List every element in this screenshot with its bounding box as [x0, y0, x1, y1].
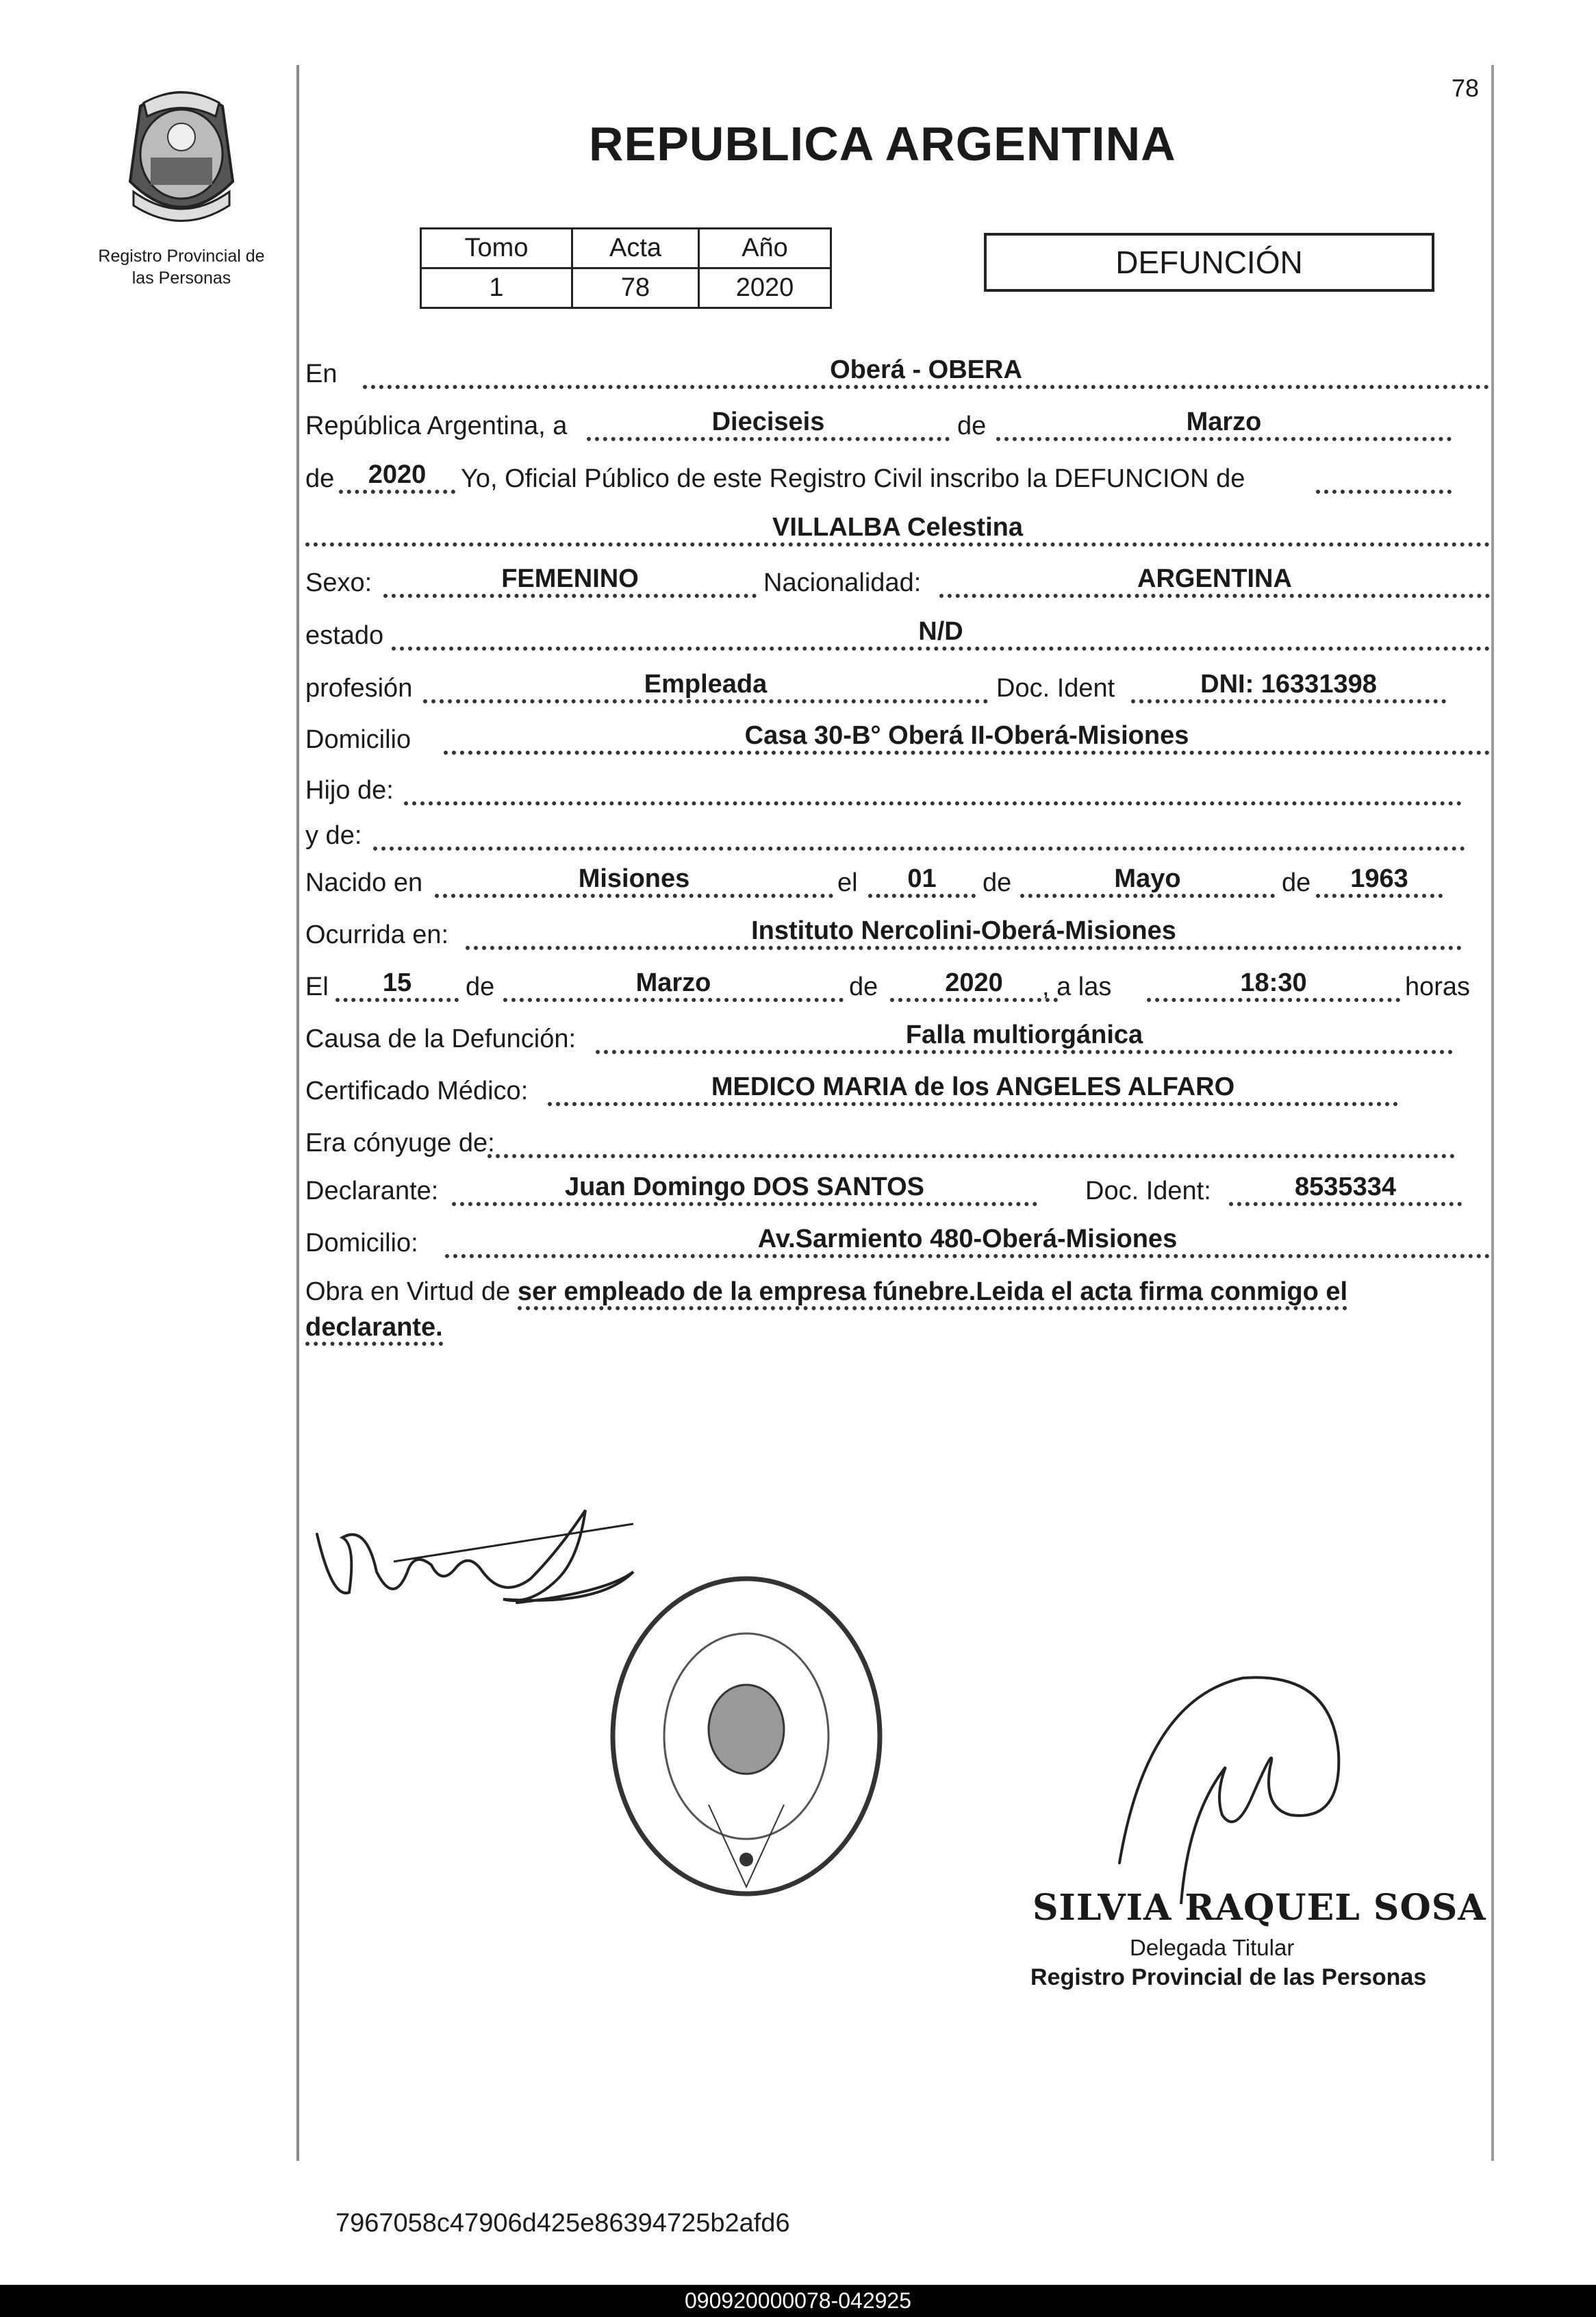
el-label: el	[837, 868, 858, 897]
obra-text-1: ser empleado de la empresa fúnebre.Leida el acta firma conmigo el	[518, 1277, 1347, 1310]
domicilio2-label: Domicilio:	[305, 1229, 418, 1257]
estado-field: N/D	[392, 618, 1490, 651]
de-label-2: de	[983, 868, 1012, 897]
acta-header: Acta	[572, 229, 699, 268]
month-field: Marzo	[996, 408, 1452, 441]
certificado-field: MEDICO MARIA de los ANGELES ALFARO	[548, 1073, 1398, 1106]
signatory-role: Delegada Titular	[1130, 1935, 1295, 1960]
ocurrida-field: Instituto Nercolini-Oberá-Misiones	[466, 917, 1462, 950]
de-label-3: de	[1282, 868, 1311, 897]
obra-paragraph	[305, 1274, 1490, 1345]
year-field: 2020	[339, 461, 455, 494]
causa-field: Falla multiorgánica	[596, 1021, 1453, 1054]
footer-code-bar: 090920000078-042925	[0, 2285, 1596, 2317]
nacido-lugar-field: Misiones	[435, 865, 833, 898]
signatory-institution: Registro Provincial de las Personas	[1030, 1964, 1427, 1990]
place-field: Oberá - OBERA	[363, 356, 1489, 389]
horas-label: horas	[1405, 973, 1471, 1001]
tomo-value: 1	[421, 268, 572, 308]
acta-value: 78	[572, 268, 699, 308]
conyuge-label: Era cónyuge de:	[305, 1129, 495, 1157]
nacido-mes-field: Mayo	[1020, 865, 1275, 898]
republica-label: República Argentina, a	[305, 412, 568, 440]
estado-label: estado	[305, 621, 384, 650]
nacionalidad-label: Nacionalidad:	[763, 568, 922, 597]
profesion-label: profesión	[305, 674, 413, 703]
de-label-4: de	[466, 973, 495, 1001]
anio-value: 2020	[699, 268, 831, 308]
conyuge-field	[487, 1125, 1455, 1158]
de-label: de	[957, 412, 987, 440]
doc-ident-label: Doc. Ident	[996, 674, 1115, 703]
right-margin-rule	[1491, 65, 1494, 2161]
ocurrida-label: Ocurrida en:	[305, 920, 449, 949]
registry-seal-icon	[606, 1572, 887, 1901]
de-label-5: de	[849, 973, 878, 1001]
en-label: En	[305, 360, 338, 388]
nacido-anio-field: 1963	[1316, 865, 1443, 898]
domicilio-field: Casa 30-B° Oberá II-Oberá-Misiones	[444, 722, 1490, 755]
registry-label: Registro Provincial de las Personas	[98, 247, 265, 288]
de-year-label: de	[305, 464, 335, 493]
anio-header: Año	[699, 229, 831, 268]
nacido-label: Nacido en	[305, 868, 423, 897]
day-field: Dieciseis	[587, 408, 950, 441]
obra-text-2: declarante.	[305, 1313, 443, 1346]
sexo-field: FEMENINO	[383, 565, 757, 598]
hijo-label: Hijo de:	[305, 776, 394, 805]
declarante-field: Juan Domingo DOS SANTOS	[452, 1173, 1037, 1206]
declarante-domicilio-field: Av.Sarmiento 480-Oberá-Misiones	[445, 1225, 1490, 1258]
signatory-name: SILVIA RAQUEL SOSA	[1033, 1887, 1486, 1929]
certificado-label: Certificado Médico:	[305, 1077, 529, 1105]
muerte-anio-field: 2020	[890, 969, 1058, 1002]
muerte-dia-field: 15	[335, 969, 459, 1002]
left-margin-rule	[296, 65, 299, 2161]
yde-field	[373, 818, 1465, 851]
oficial-text: Yo, Oficial Público de este Registro Civil inscribo la DEFUNCION de	[461, 464, 1245, 493]
muerte-mes-field: Marzo	[503, 969, 844, 1002]
tomo-header: Tomo	[421, 229, 572, 268]
alas-label: , a las	[1042, 973, 1112, 1001]
nacionalidad-field: ARGENTINA	[939, 565, 1490, 598]
deceased-name-field: VILLALBA Celestina	[305, 514, 1490, 547]
nacido-dia-field: 01	[868, 865, 976, 898]
document-type-box: DEFUNCIÓN	[984, 233, 1434, 292]
declarante-doc-field: 8535334	[1229, 1173, 1462, 1206]
causa-label: Causa de la Defunción:	[305, 1025, 577, 1053]
El-label: El	[305, 973, 329, 1001]
declarante-label: Declarante:	[305, 1177, 439, 1205]
oficial-blank	[1316, 461, 1452, 494]
domicilio-label: Domicilio	[305, 725, 411, 754]
page-number: 78	[1452, 74, 1480, 102]
doc-ident2-label: Doc. Ident:	[1085, 1177, 1211, 1205]
hora-field: 18:30	[1147, 969, 1400, 1002]
document-hash: 7967058c47906d425e86394725b2afd6	[335, 2209, 790, 2238]
reference-table	[420, 227, 832, 309]
declarant-signature	[312, 1496, 640, 1613]
province-crest-icon	[113, 79, 250, 233]
hijo-field	[404, 773, 1462, 805]
sexo-label: Sexo:	[305, 568, 372, 597]
obra-label: Obra en Virtud de	[305, 1277, 511, 1306]
official-signature	[1106, 1657, 1352, 1904]
yde-label: y de:	[305, 821, 362, 850]
doc-ident-field: DNI: 16331398	[1131, 671, 1446, 703]
profesion-field: Empleada	[423, 671, 988, 703]
page-title: REPUBLICA ARGENTINA	[589, 117, 1176, 171]
